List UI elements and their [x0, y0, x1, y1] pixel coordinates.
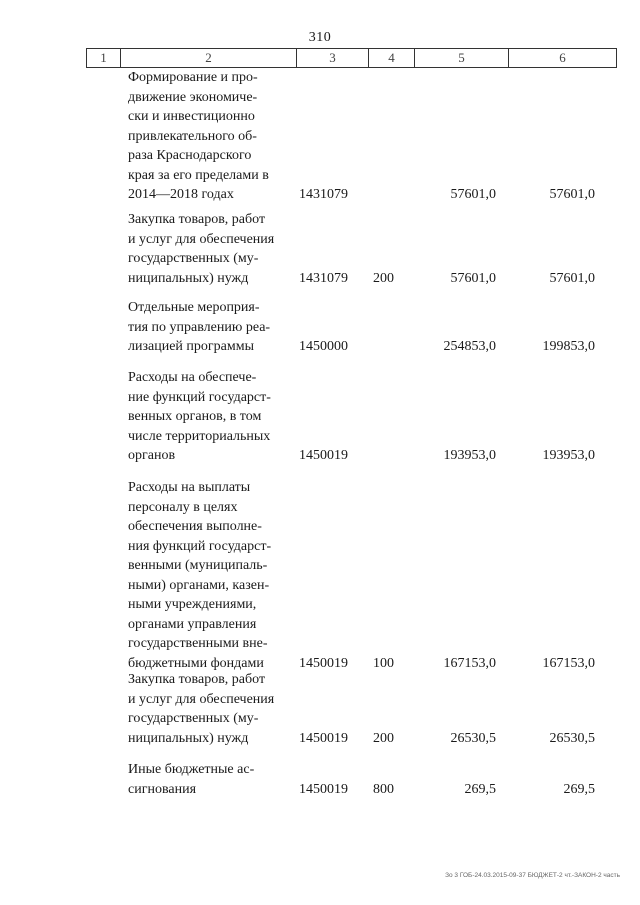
description-line: Расходы на выплаты [128, 480, 251, 495]
description-line: тия по управлению реа- [128, 319, 271, 335]
row-code: 1450019 [299, 448, 348, 463]
row-code: 1450019 [299, 781, 348, 797]
description-line: и услуг для обеспечения [128, 691, 275, 707]
row-sum-col5: 193953,0 [443, 448, 496, 463]
description-line: раза Краснодарского [128, 148, 252, 163]
header-col-1: 1 [86, 49, 120, 67]
description-line: ния функций государст- [128, 538, 272, 554]
row-sum-col6: 167153,0 [542, 655, 595, 671]
table-header [86, 48, 617, 68]
footer-note: Зо 3 ГОБ-24.03.2015-09-37 БЮДЖЕТ-2 чт.-ЗАКОН-2 часть [445, 872, 620, 879]
row-sum-col5: 254853,0 [443, 339, 496, 354]
description-line: ние функций государст- [128, 389, 271, 405]
row-description [128, 298, 288, 357]
description-line: ными учреждениями, [128, 597, 257, 612]
description-line: Закупка товаров, работ [128, 672, 266, 687]
row-sum-col6: 57601,0 [549, 270, 595, 286]
description-line: Формирование и про- [128, 70, 258, 85]
row-description [128, 760, 288, 799]
description-line: венных органов, в том [128, 409, 262, 424]
header-col-2: 2 [120, 49, 296, 67]
description-line: края за его пределами в [128, 167, 269, 183]
description-line: привлекательного об- [128, 128, 257, 144]
row-sum-col6: 26530,5 [549, 730, 595, 746]
description-line: ски и инвестиционно [128, 109, 255, 124]
description-line: ниципальных) нужд [128, 270, 249, 286]
row-description [128, 210, 288, 288]
description-line: венными (муниципаль- [128, 558, 268, 573]
row-sum-col5: 167153,0 [443, 655, 496, 671]
description-line: 2014—2018 годах [128, 187, 234, 202]
row-sum-col6: 57601,0 [549, 187, 595, 202]
row-code: 1450019 [299, 655, 348, 671]
row-description [128, 670, 288, 748]
description-line: органами управления [128, 616, 257, 632]
row-sum-col5: 57601,0 [450, 270, 496, 286]
description-line: ными) органами, казен- [128, 577, 270, 593]
header-col-4: 4 [368, 49, 414, 67]
row-code: 1450019 [299, 730, 348, 746]
row-sum-col6: 193953,0 [542, 448, 595, 463]
description-line: бюджетными фондами [128, 655, 264, 671]
description-line: ниципальных) нужд [128, 730, 249, 746]
row-sum-col5: 57601,0 [450, 187, 496, 202]
row-description [128, 68, 288, 205]
description-line: органов [128, 448, 176, 463]
description-line: сигнования [128, 781, 197, 797]
description-line: числе территориальных [128, 428, 271, 444]
header-col-5: 5 [414, 49, 508, 67]
description-line: персоналу в целях [128, 499, 238, 515]
row-code: 1431079 [299, 187, 348, 202]
row-expense-type: 100 [373, 655, 394, 671]
description-line: и услуг для обеспечения [128, 231, 275, 247]
row-sum-col6: 269,5 [563, 781, 595, 797]
description-line: государственных (му- [128, 251, 259, 266]
row-code: 1450000 [299, 339, 348, 354]
page-number: 310 [308, 30, 332, 45]
header-col-6: 6 [508, 49, 617, 67]
description-line: Отдельные мероприя- [128, 300, 260, 315]
row-description [128, 368, 288, 466]
description-line: движение экономиче- [128, 89, 258, 105]
description-line: Расходы на обеспече- [128, 370, 257, 385]
description-line: Закупка товаров, работ [128, 212, 266, 227]
description-line: обеспечения выполне- [128, 519, 262, 534]
row-description [128, 478, 288, 673]
row-expense-type: 200 [373, 270, 394, 286]
row-expense-type: 200 [373, 730, 394, 746]
row-code: 1431079 [299, 270, 348, 286]
row-sum-col5: 26530,5 [450, 730, 496, 746]
description-line: Иные бюджетные ас- [128, 762, 255, 777]
description-line: государственными вне- [128, 636, 268, 651]
description-line: лизацией программы [128, 339, 254, 354]
row-expense-type: 800 [373, 781, 394, 797]
row-sum-col6: 199853,0 [542, 339, 595, 354]
row-sum-col5: 269,5 [464, 781, 496, 797]
header-col-3: 3 [296, 49, 368, 67]
description-line: государственных (му- [128, 711, 259, 726]
